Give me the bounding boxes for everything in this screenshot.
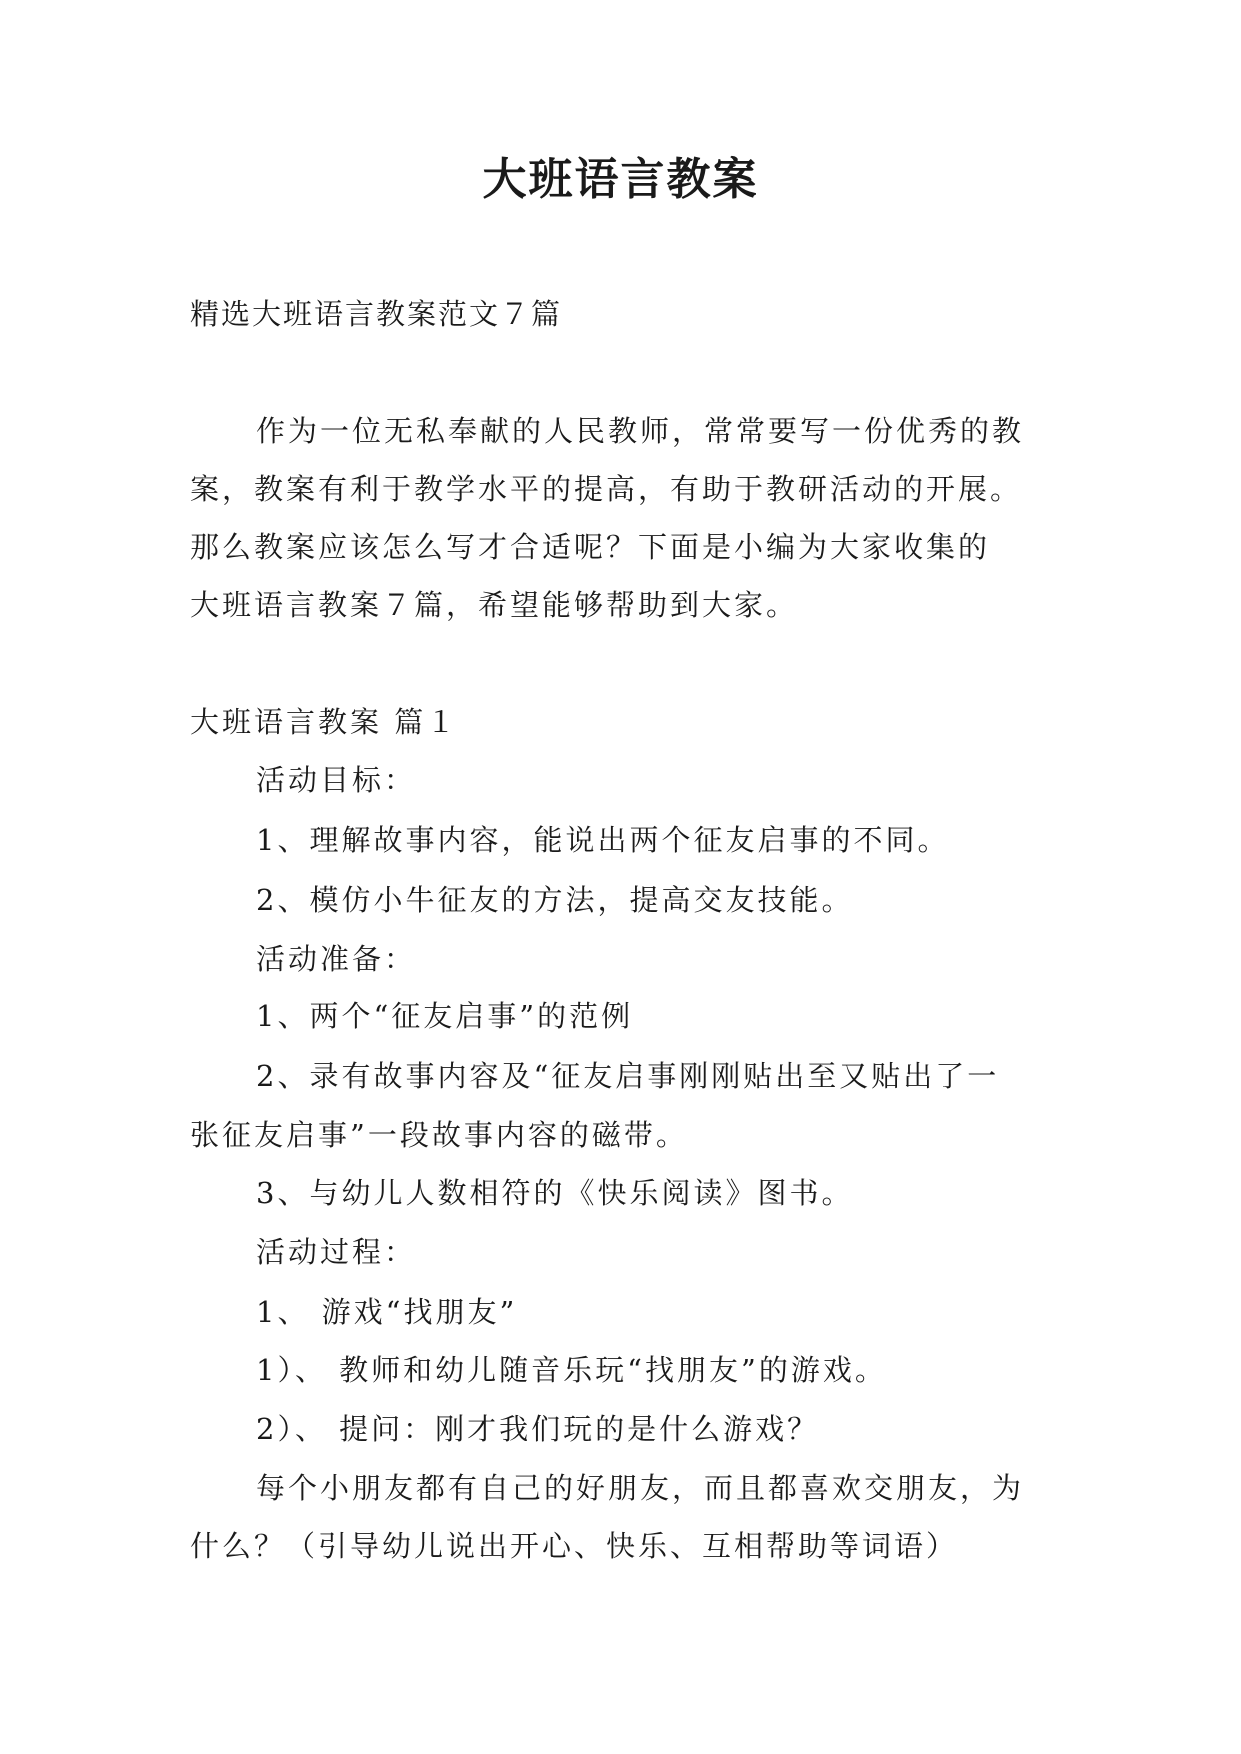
intro-line: 大班语言教案７篇，希望能够帮助到大家。 bbox=[190, 588, 799, 622]
intro-line: 案，教案有利于教学水平的提高，有助于教研活动的开展。 bbox=[190, 472, 1023, 506]
text-line: 张征友启事”一段故事内容的磁带。 bbox=[190, 1118, 688, 1152]
text-line: 活动目标： bbox=[256, 763, 417, 797]
text-line: 2）、 提问：刚才我们玩的是什么游戏？ bbox=[256, 1412, 820, 1446]
text-line: 3、与幼儿人数相符的《快乐阅读》图书。 bbox=[256, 1176, 854, 1210]
text-line: 每个小朋友都有自己的好朋友，而且都喜欢交朋友，为 bbox=[256, 1471, 1025, 1505]
section-heading: 大班语言教案 篇１ bbox=[190, 705, 459, 739]
text-line: 2、模仿小牛征友的方法，提高交友技能。 bbox=[256, 883, 854, 917]
text-line: 活动过程： bbox=[256, 1235, 417, 1269]
document-subtitle: 精选大班语言教案范文７篇 bbox=[190, 297, 563, 331]
document-title: 大班语言教案 bbox=[482, 154, 759, 205]
intro-line: 那么教案应该怎么写才合适呢？下面是小编为大家收集的 bbox=[190, 530, 991, 564]
text-line: 2、录有故事内容及“征友启事刚刚贴出至又贴出了一 bbox=[256, 1059, 1000, 1093]
intro-line: 作为一位无私奉献的人民教师，常常要写一份优秀的教 bbox=[256, 414, 1025, 448]
text-line: 活动准备： bbox=[256, 942, 417, 976]
text-line: 1、理解故事内容，能说出两个征友启事的不同。 bbox=[256, 823, 950, 857]
text-line: 1、 游戏“找朋友” bbox=[256, 1295, 518, 1329]
text-line: 1）、 教师和幼儿随音乐玩“找朋友”的游戏。 bbox=[256, 1353, 887, 1387]
intro-paragraph bbox=[190, 402, 1070, 634]
text-line: 1、两个“征友启事”的范例 bbox=[256, 999, 634, 1033]
text-line: 什么？（引导幼儿说出开心、快乐、互相帮助等词语） bbox=[190, 1529, 959, 1563]
